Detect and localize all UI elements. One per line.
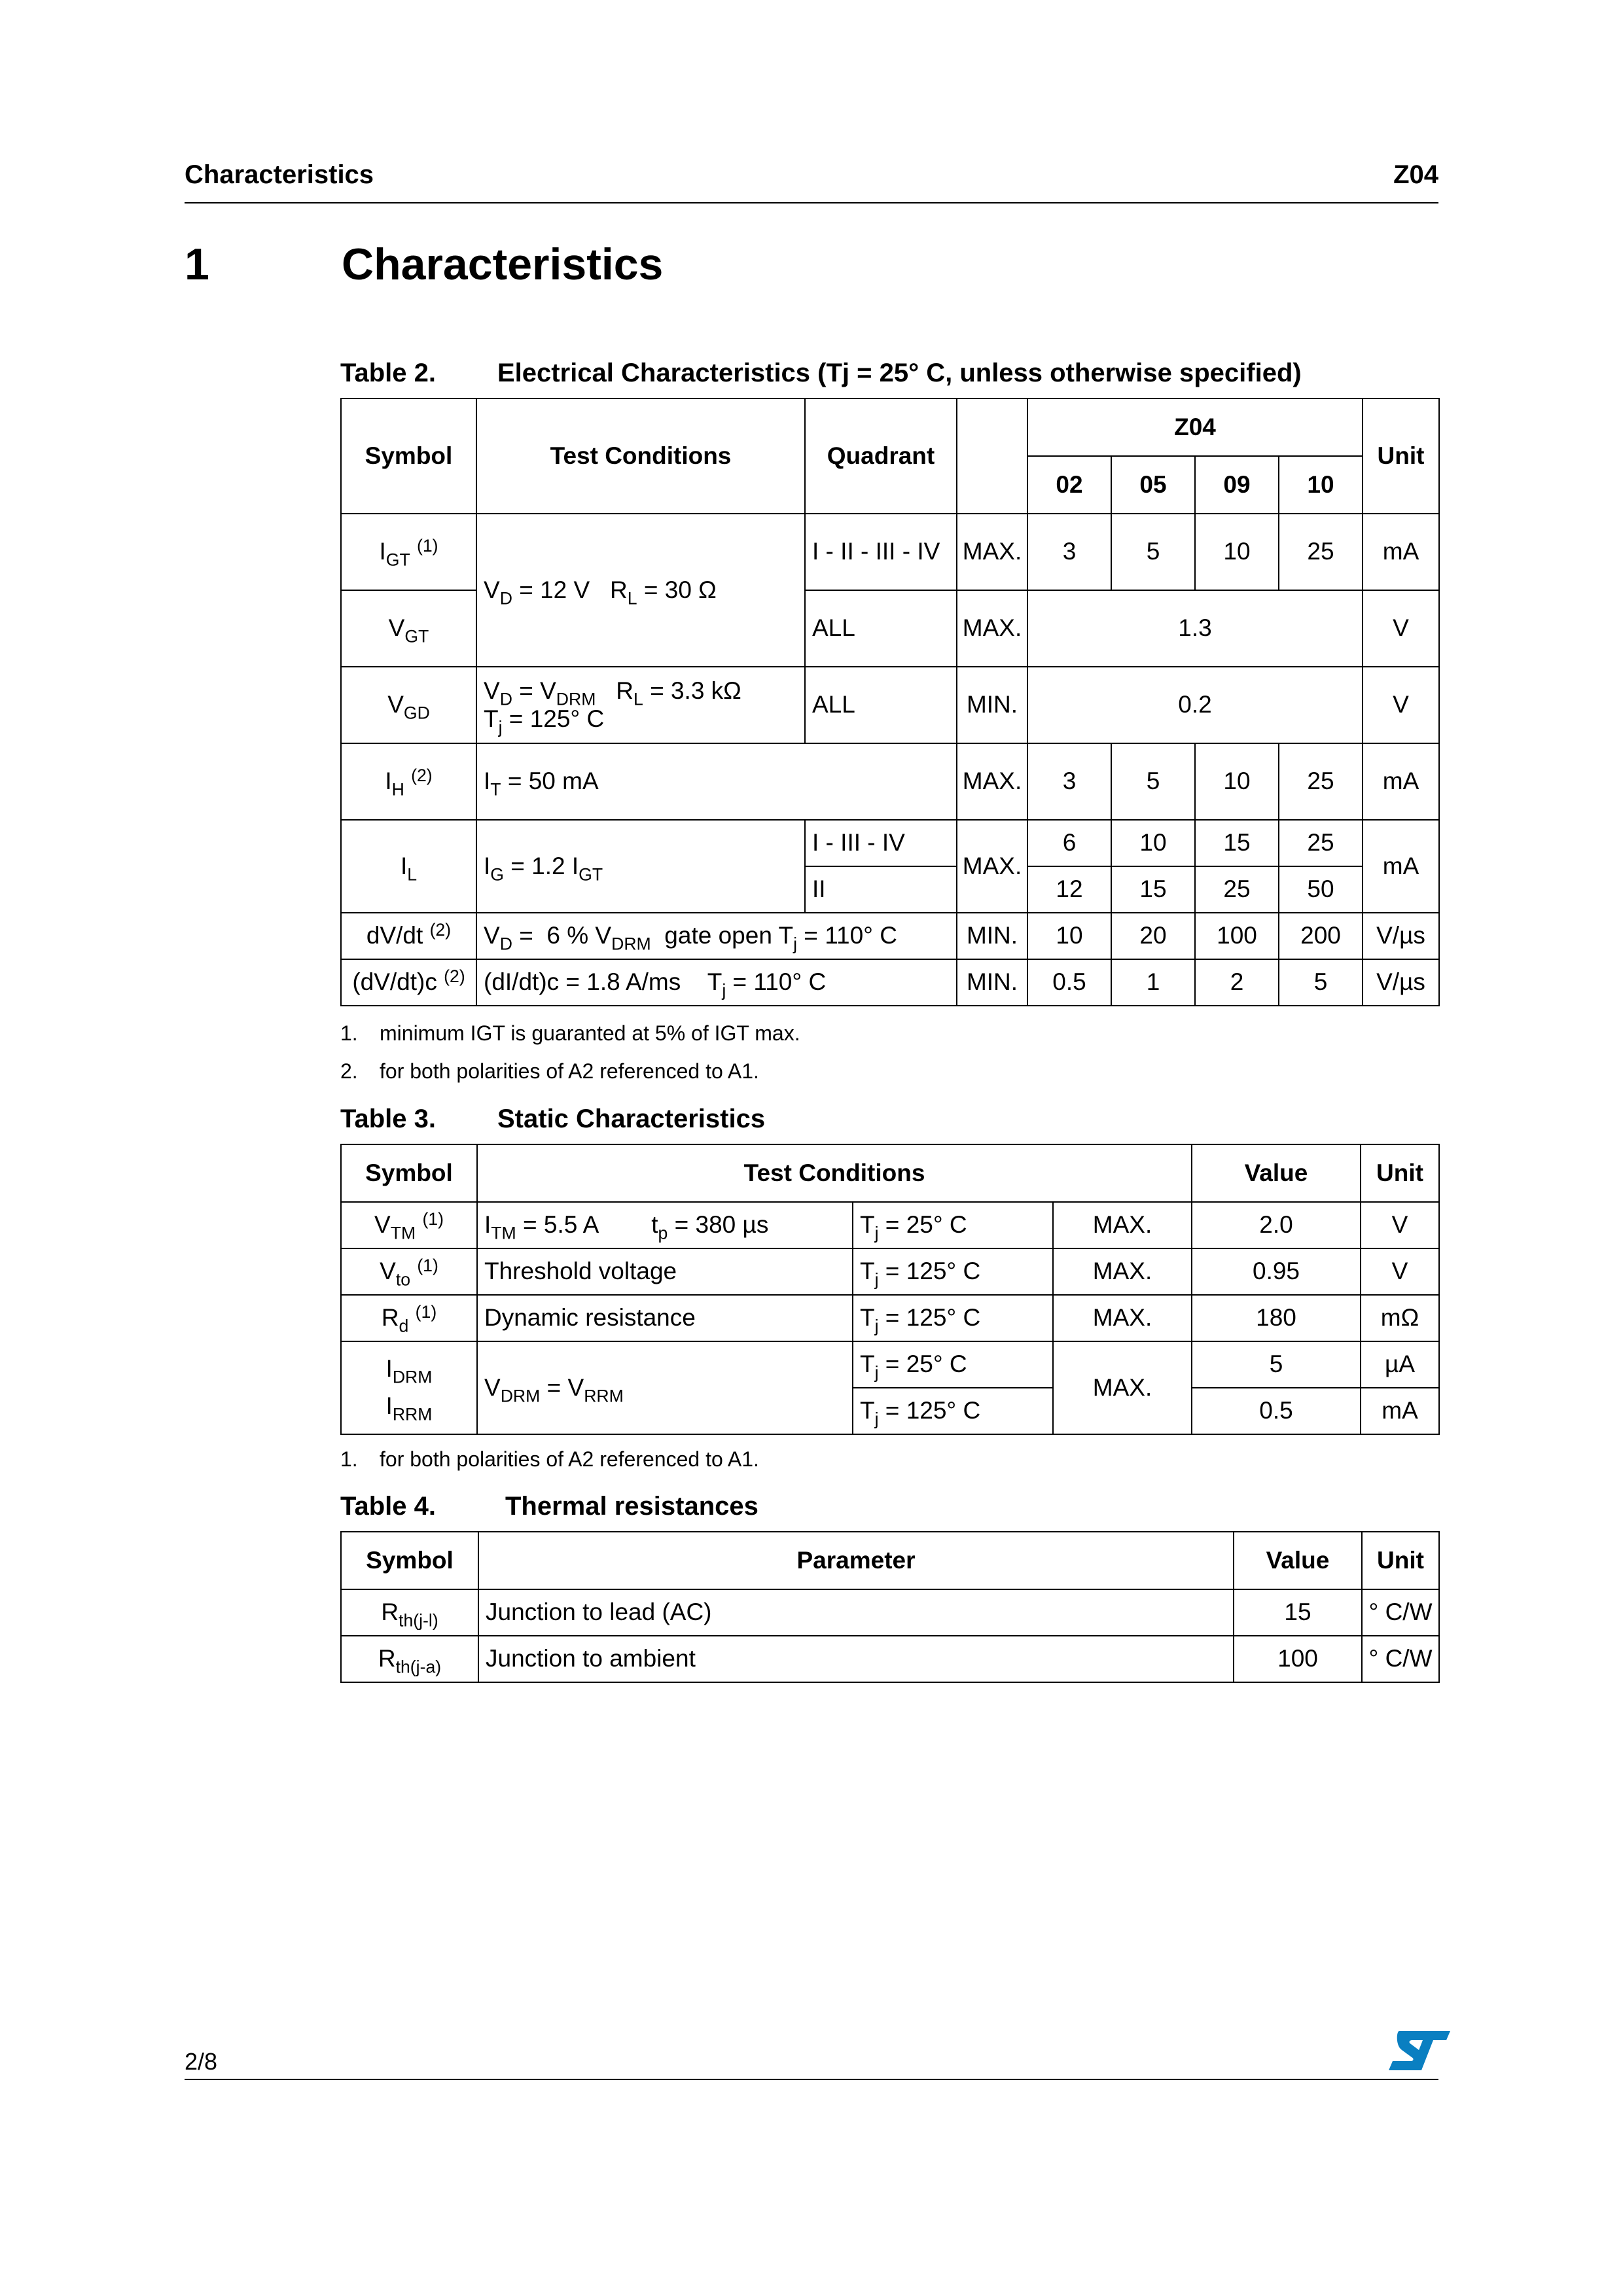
th-symbol: Symbol xyxy=(341,1532,478,1589)
table3-header-row xyxy=(341,1144,1439,1202)
running-header-part: Z04 xyxy=(1393,160,1438,189)
value-idrm-125: 0.5 xyxy=(1192,1388,1361,1434)
value-igt-09: 10 xyxy=(1195,514,1279,590)
value-dvdt-05: 20 xyxy=(1111,913,1195,959)
table-row xyxy=(341,743,1439,820)
condition-vtm: $I_{TM} = 5.5$ A $t_p = 380$ µs xyxy=(477,1202,853,1248)
th-unit: Unit xyxy=(1363,398,1439,514)
unit-rth-ja: ° C/W xyxy=(1362,1636,1439,1682)
temp-idrm-125: $T_j = 125^\circ$ C xyxy=(853,1388,1053,1434)
th-col-05: 05 xyxy=(1111,456,1195,514)
value-il1-02: 6 xyxy=(1027,820,1111,866)
limit-vgd: MIN. xyxy=(957,667,1027,743)
th-limit xyxy=(957,398,1027,514)
th-test-conditions: Test Conditions xyxy=(477,1144,1192,1202)
symbol-vgt: $V_{GT}$ xyxy=(341,590,476,667)
th-col-10: 10 xyxy=(1279,456,1363,514)
value-il2-09: 25 xyxy=(1195,866,1279,913)
table-row xyxy=(341,820,1439,866)
table3-caption xyxy=(340,1104,765,1134)
value-rth-ja: 100 xyxy=(1234,1636,1362,1682)
table2-footnote-1: 1. minimum IGT is guaranted at 5% of IGT max. xyxy=(340,1021,800,1045)
condition-idrm: $V_{DRM} = V_{RRM}$ xyxy=(477,1341,853,1434)
th-symbol: Symbol xyxy=(341,398,476,514)
unit-dvdtc: V/µs xyxy=(1363,959,1439,1006)
quadrant-il-2: II xyxy=(805,866,957,913)
th-unit: Unit xyxy=(1362,1532,1439,1589)
quadrant-il-1: I - III - IV xyxy=(805,820,957,866)
limit-il: MAX. xyxy=(957,820,1027,913)
unit-dvdt: V/µs xyxy=(1363,913,1439,959)
table3-footnote-1: 1. for both polarities of A2 referenced to A1. xyxy=(340,1447,759,1471)
value-ih-10: 25 xyxy=(1279,743,1363,820)
table-row xyxy=(341,1589,1439,1636)
table-row xyxy=(341,1295,1439,1341)
table-row xyxy=(341,514,1439,590)
value-dvdt-10: 200 xyxy=(1279,913,1363,959)
table2-header-row xyxy=(341,398,1439,456)
value-il1-10: 25 xyxy=(1279,820,1363,866)
symbol-rth-jl: $R_{th(j-l)}$ xyxy=(341,1589,478,1636)
condition-vd-rl: $V_D = 12$ V $R_L = 30$ Ω xyxy=(476,514,805,667)
unit-idrm-25: µA xyxy=(1361,1341,1439,1388)
limit-rd: MAX. xyxy=(1053,1295,1192,1341)
th-test-conditions: Test Conditions xyxy=(476,398,805,514)
symbol-idrm-irrm: $I_{DRM}$ $I_{RRM}$ xyxy=(341,1341,477,1434)
value-il1-09: 15 xyxy=(1195,820,1279,866)
temp-vtm: $T_j = 25^\circ$ C xyxy=(853,1202,1053,1248)
condition-ih: $I_T = 50$ mA xyxy=(476,743,957,820)
th-parameter: Parameter xyxy=(478,1532,1234,1589)
value-vgd: 0.2 xyxy=(1027,667,1363,743)
table-row xyxy=(341,1341,1439,1388)
th-value: Value xyxy=(1192,1144,1361,1202)
th-value: Value xyxy=(1234,1532,1362,1589)
value-dvdtc-02: 0.5 xyxy=(1027,959,1111,1006)
section-title: Characteristics xyxy=(342,239,664,289)
symbol-ih: $I_H$ $^{(2)}$ xyxy=(341,743,476,820)
value-rth-jl: 15 xyxy=(1234,1589,1362,1636)
symbol-vto: $V_{to}$ $^{(1)}$ xyxy=(341,1248,477,1295)
value-dvdtc-09: 2 xyxy=(1195,959,1279,1006)
limit-igt: MAX. xyxy=(957,514,1027,590)
symbol-rth-ja: $R_{th(j-a)}$ xyxy=(341,1636,478,1682)
unit-il: mA xyxy=(1363,820,1439,913)
table-row xyxy=(341,959,1439,1006)
limit-vto: MAX. xyxy=(1053,1248,1192,1295)
unit-vtm: V xyxy=(1361,1202,1439,1248)
unit-igt: mA xyxy=(1363,514,1439,590)
unit-rth-jl: ° C/W xyxy=(1362,1589,1439,1636)
symbol-vtm: $V_{TM}$ $^{(1)}$ xyxy=(341,1202,477,1248)
temp-rd: $T_j = 125^\circ$ C xyxy=(853,1295,1053,1341)
table2-caption xyxy=(340,359,1302,388)
table-row xyxy=(341,913,1439,959)
unit-rd: mΩ xyxy=(1361,1295,1439,1341)
st-logo-shape xyxy=(1389,2031,1450,2070)
value-vgt: 1.3 xyxy=(1027,590,1363,667)
table-row xyxy=(341,667,1439,743)
limit-dvdt: MIN. xyxy=(957,913,1027,959)
table2-footnote-2: 2. for both polarities of A2 referenced to A1. xyxy=(340,1059,759,1083)
limit-ih: MAX. xyxy=(957,743,1027,820)
value-dvdt-09: 100 xyxy=(1195,913,1279,959)
limit-vgt: MAX. xyxy=(957,590,1027,667)
symbol-igt: $I_{GT}$ $^{(1)}$ xyxy=(341,514,476,590)
value-ih-09: 10 xyxy=(1195,743,1279,820)
electrical-characteristics-table xyxy=(340,398,1440,1006)
header-rule xyxy=(185,202,1438,203)
th-quadrant: Quadrant xyxy=(805,398,957,514)
th-symbol: Symbol xyxy=(341,1144,477,1202)
quadrant-vgt: ALL xyxy=(805,590,957,667)
th-z04-group: Z04 xyxy=(1027,398,1363,456)
unit-vto: V xyxy=(1361,1248,1439,1295)
table4-label: Table 4. xyxy=(340,1492,436,1521)
table-row xyxy=(341,1636,1439,1682)
value-ih-02: 3 xyxy=(1027,743,1111,820)
unit-idrm-125: mA xyxy=(1361,1388,1439,1434)
running-header-section: Characteristics xyxy=(185,160,374,189)
table3-title: Static Characteristics xyxy=(497,1104,766,1133)
value-dvdt-02: 10 xyxy=(1027,913,1111,959)
page-number: 2/8 xyxy=(185,2048,218,2075)
value-vtm: 2.0 xyxy=(1192,1202,1361,1248)
table2-title: Electrical Characteristics (Tj = 25° C, unless otherwise specified) xyxy=(497,359,1302,387)
table4-caption xyxy=(340,1492,758,1521)
value-ih-05: 5 xyxy=(1111,743,1195,820)
table3-label: Table 3. xyxy=(340,1104,436,1133)
th-col-09: 09 xyxy=(1195,456,1279,514)
limit-vtm: MAX. xyxy=(1053,1202,1192,1248)
condition-dvdtc: (dI/dt)c = 1.8 A/ms $T_j = 110^\circ$ C xyxy=(476,959,957,1006)
value-rd: 180 xyxy=(1192,1295,1361,1341)
value-idrm-25: 5 xyxy=(1192,1341,1361,1388)
table4-header-row xyxy=(341,1532,1439,1589)
value-il2-05: 15 xyxy=(1111,866,1195,913)
value-igt-10: 25 xyxy=(1279,514,1363,590)
condition-rd: Dynamic resistance xyxy=(477,1295,853,1341)
th-col-02: 02 xyxy=(1027,456,1111,514)
unit-vgt: V xyxy=(1363,590,1439,667)
condition-il: $I_G = 1.2$ $I_{GT}$ xyxy=(476,820,805,913)
value-igt-02: 3 xyxy=(1027,514,1111,590)
static-characteristics-table xyxy=(340,1144,1440,1435)
unit-ih: mA xyxy=(1363,743,1439,820)
quadrant-igt: I - II - III - IV xyxy=(805,514,957,590)
temp-vto: $T_j = 125^\circ$ C xyxy=(853,1248,1053,1295)
parameter-rth-jl: Junction to lead (AC) xyxy=(478,1589,1234,1636)
condition-dvdt: $V_D = 6$ % $V_{DRM}$ gate open $T_j = 110^\circ$ C xyxy=(476,913,957,959)
limit-dvdtc: MIN. xyxy=(957,959,1027,1006)
temp-idrm-25: $T_j = 25^\circ$ C xyxy=(853,1341,1053,1388)
symbol-vgd: $V_{GD}$ xyxy=(341,667,476,743)
value-igt-05: 5 xyxy=(1111,514,1195,590)
symbol-dvdt: dV/dt $^{(2)}$ xyxy=(341,913,476,959)
footer-rule xyxy=(185,2079,1438,2080)
limit-idrm: MAX. xyxy=(1053,1341,1192,1434)
th-unit: Unit xyxy=(1361,1144,1439,1202)
condition-vto: Threshold voltage xyxy=(477,1248,853,1295)
quadrant-vgd: ALL xyxy=(805,667,957,743)
table2-label: Table 2. xyxy=(340,359,436,387)
symbol-dvdtc: (dV/dt)c $^{(2)}$ xyxy=(341,959,476,1006)
symbol-rd: $R_d$ $^{(1)}$ xyxy=(341,1295,477,1341)
value-il2-02: 12 xyxy=(1027,866,1111,913)
symbol-il: $I_L$ xyxy=(341,820,476,913)
st-logo-icon xyxy=(1387,2028,1453,2073)
value-vto: 0.95 xyxy=(1192,1248,1361,1295)
thermal-resistances-table xyxy=(340,1531,1440,1683)
section-number: 1 xyxy=(185,239,209,289)
table-row xyxy=(341,1248,1439,1295)
unit-vgd: V xyxy=(1363,667,1439,743)
table-row xyxy=(341,1202,1439,1248)
value-dvdtc-10: 5 xyxy=(1279,959,1363,1006)
value-il1-05: 10 xyxy=(1111,820,1195,866)
table4-title: Thermal resistances xyxy=(505,1492,758,1521)
parameter-rth-ja: Junction to ambient xyxy=(478,1636,1234,1682)
value-il2-10: 50 xyxy=(1279,866,1363,913)
value-dvdtc-05: 1 xyxy=(1111,959,1195,1006)
condition-vgd: $V_D = V_{DRM}$ $R_L = 3.3$ kΩ $T_j = 125^\circ$ C xyxy=(476,667,805,743)
